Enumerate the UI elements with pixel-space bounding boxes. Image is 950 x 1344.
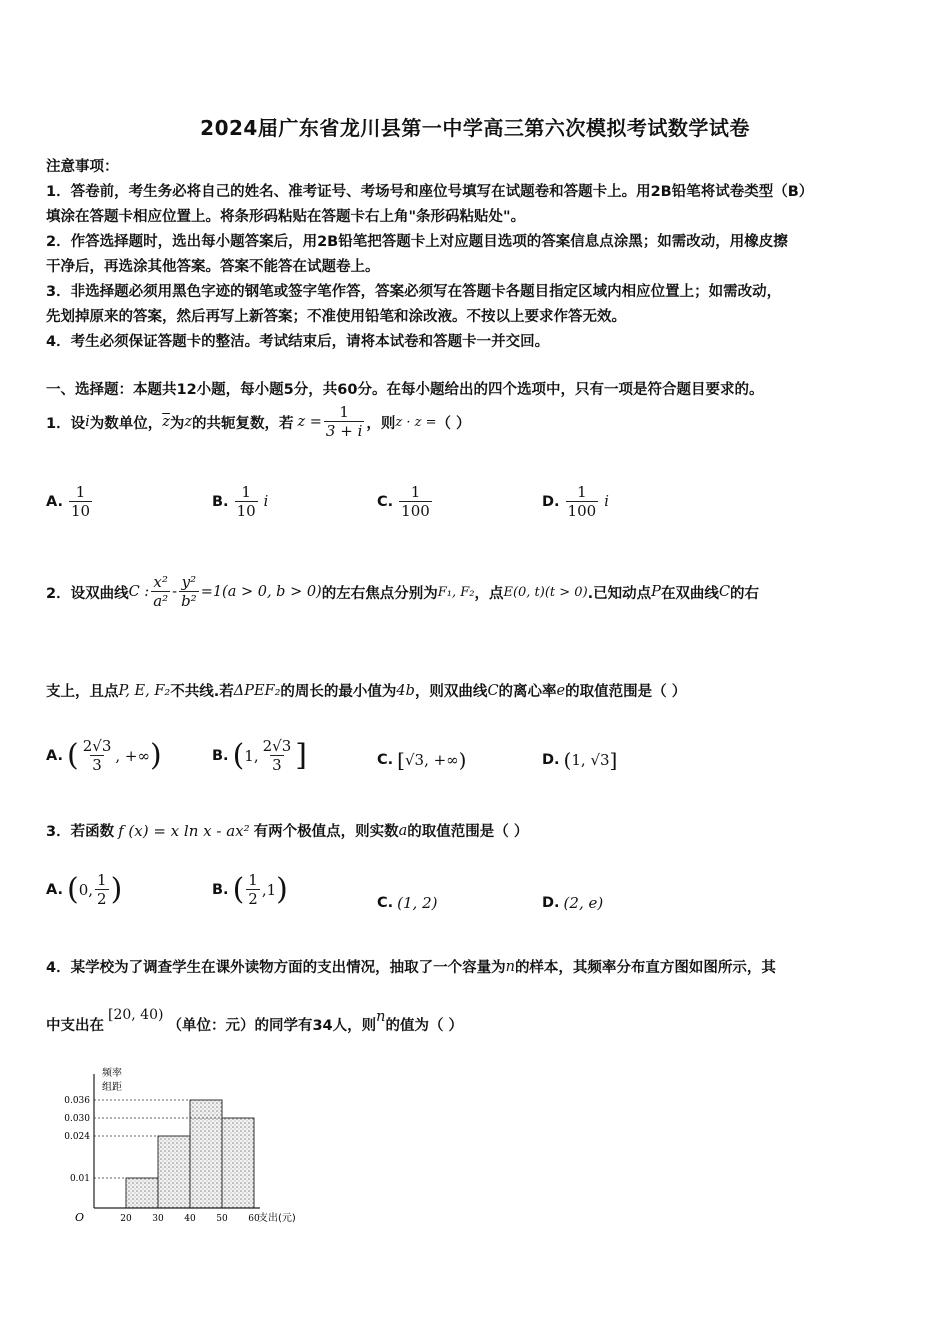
q1-var-i: i	[85, 414, 90, 430]
q2-text: 的取值范围是（ ）	[565, 684, 687, 700]
question-4	[46, 956, 776, 977]
q2-min-value: 4b	[396, 682, 415, 699]
q2-points: P, E, F₂	[118, 682, 171, 699]
q3-text: 的取值范围是（ ）	[407, 824, 529, 840]
q2-text: 的离心率	[498, 684, 557, 700]
den: 3	[272, 756, 282, 774]
option-letter: A.	[46, 748, 63, 764]
bracket: )	[458, 748, 467, 772]
q2-text: 支上，且点	[46, 684, 119, 700]
origin-label: O	[74, 1211, 84, 1224]
x-label: 支出(元)	[258, 1213, 296, 1224]
option-fraction	[399, 484, 432, 520]
q2-curve-name: C	[487, 682, 499, 699]
histogram-bar	[158, 1136, 190, 1208]
y-tick-label: 0.024	[64, 1132, 90, 1142]
option-suffix: i	[263, 494, 269, 510]
bracket: ]	[609, 748, 618, 772]
histogram-bars	[126, 1100, 254, 1208]
x-tick-label: 60	[248, 1214, 260, 1224]
y-tick-label: 0.030	[64, 1114, 90, 1124]
option-rest: √3, +∞	[404, 751, 459, 769]
q1-text: 的共轭复数，若	[192, 415, 294, 432]
q4-text: 中支出在	[46, 1018, 104, 1034]
bracket: )	[149, 738, 162, 773]
bracket: (	[67, 738, 79, 773]
notice-line: 先划掉原来的答案，然后再写上新答案；不准使用铅笔和涂改液。不按以上要求作答无效。	[46, 309, 626, 325]
bracket: )	[110, 872, 123, 907]
question-2	[46, 574, 759, 610]
den: 100	[567, 502, 597, 520]
section-heading: 一、选择题：本题共12小题，每小题5分，共60分。在每小题给出的四个选项中，只有一项是符合题目要求的。	[46, 382, 764, 398]
num: 1	[75, 483, 86, 501]
notice-line: 填涂在答题卡相应位置上。将条形码粘贴在答题卡右上角"条形码粘贴处"。	[46, 209, 526, 225]
option-fraction	[95, 872, 109, 908]
option-fraction	[566, 484, 599, 520]
q4-text: 4．某学校为了调查学生在课外读物方面的支出情况，抽取了一个容量为	[46, 960, 506, 976]
question-1	[46, 404, 471, 440]
den: 10	[71, 502, 91, 520]
bracket: (	[67, 872, 79, 907]
q4-text: 的值为（ ）	[385, 1018, 464, 1034]
q2-eccentricity: e	[556, 682, 566, 699]
option-letter: D.	[542, 494, 560, 510]
q1-text: 为	[169, 415, 185, 432]
bracket: ]	[295, 738, 307, 773]
bracket: [	[397, 748, 405, 772]
q2-text: 的左右焦点分别为	[321, 585, 438, 602]
option-pre: 1,	[244, 747, 259, 765]
q4-var-n: n	[376, 1008, 386, 1025]
bracket: )	[276, 872, 288, 907]
q3-function: f (x) = x ln x - ax²	[118, 821, 250, 840]
option-value	[233, 738, 307, 774]
num: y²	[181, 573, 197, 591]
q4-text: 的样本，其频率分布直方图如图所示，其	[514, 960, 776, 976]
option-value	[67, 872, 122, 908]
option-rest: 1, √3	[571, 751, 610, 769]
q4-var-n: n	[505, 958, 515, 975]
option-letter: D.	[542, 752, 560, 768]
option-pre: 0,	[78, 881, 94, 899]
histogram-bar	[126, 1178, 158, 1208]
q2-y-fraction	[179, 574, 199, 610]
num: 2√3	[82, 737, 112, 755]
num: 1	[97, 871, 107, 889]
q2-option-a[interactable]	[46, 738, 162, 774]
q3-option-a[interactable]	[46, 872, 122, 908]
option-letter: C.	[377, 494, 394, 510]
frequency-histogram	[48, 1066, 296, 1236]
option-letter: B.	[212, 748, 229, 764]
q1-text: ，则	[366, 415, 396, 432]
q2-option-c[interactable]	[377, 748, 466, 772]
q1-option-c[interactable]	[377, 484, 434, 520]
q3-text: 3．若函数	[46, 824, 115, 840]
q1-eq-lhs: z =	[297, 414, 322, 430]
option-letter: B.	[212, 882, 229, 898]
option-letter: D.	[542, 895, 560, 911]
histogram-bar	[190, 1100, 222, 1208]
q1-var-z: z	[184, 414, 193, 430]
q4-text: （单位：元）的同学有34人，则	[167, 1018, 377, 1034]
option-letter: B.	[212, 494, 229, 510]
q2-text: .已知动点	[587, 585, 652, 602]
q1-text: 为数单位，	[89, 415, 163, 432]
option-value: (2, e)	[563, 894, 604, 912]
y-tick-label: 0.01	[69, 1174, 90, 1184]
question-2-cont	[46, 680, 686, 701]
q3-var-a: a	[398, 822, 408, 839]
den: 2	[97, 890, 107, 908]
y-ticks	[64, 1096, 90, 1184]
q2-curve-name: C	[718, 584, 731, 600]
q1-eq-den: 3 + i	[325, 422, 363, 440]
option-value	[397, 748, 466, 772]
q4-interval: [20, 40)	[108, 1006, 164, 1023]
q1-text: （ ）	[436, 415, 471, 432]
q2-triangle: ΔPEF₂	[233, 682, 281, 699]
y-label-bottom: 组距	[102, 1082, 122, 1093]
num: 1	[241, 483, 251, 501]
x-tick-label: 30	[152, 1214, 164, 1224]
option-fraction	[261, 738, 294, 774]
notice-line: 干净后，再选涂其他答案。答案不能答在试题卷上。	[46, 259, 380, 275]
option-value: (1, 2)	[397, 894, 438, 912]
x-ticks	[120, 1214, 260, 1224]
q2-option-b[interactable]	[212, 738, 307, 774]
option-letter: A.	[46, 494, 63, 510]
bracket: (	[563, 748, 572, 772]
q1-option-b[interactable]	[212, 484, 268, 520]
den: b²	[181, 592, 197, 610]
y-tick-label: 0.036	[64, 1096, 90, 1106]
option-value	[67, 738, 162, 774]
notice-line: 4．考生必须保证答题卡的整洁。考试结束后，请将本试卷和答题卡一并交回。	[46, 334, 550, 350]
option-fraction	[235, 484, 258, 520]
q2-point-p: P	[651, 584, 661, 600]
option-rest: ,1	[261, 881, 277, 899]
q2-equation: =1(a > 0, b > 0)	[200, 584, 322, 600]
q2-text: 不共线.若	[170, 684, 234, 700]
q2-text: 的右	[730, 585, 760, 602]
num: 1	[577, 483, 587, 501]
num: 2√3	[262, 737, 292, 755]
q2-minus: -	[172, 584, 178, 600]
den: 3	[92, 756, 102, 774]
q2-text: 的周长的最小值为	[280, 684, 397, 700]
q1-option-d[interactable]	[542, 484, 609, 520]
y-label-top: 频率	[102, 1068, 122, 1079]
notice-line: 1．答卷前，考生务必将自己的姓名、准考证号、考场号和座位号填写在试题卷和答题卡上。用2B铅笔将试卷类型（B）	[46, 184, 814, 200]
option-fraction	[246, 872, 260, 908]
q1-product: z · z =	[395, 414, 437, 430]
q3-option-b[interactable]	[212, 872, 288, 908]
q2-option-d[interactable]	[542, 748, 617, 772]
option-letter: C.	[377, 752, 394, 768]
question-4-cont	[46, 1006, 464, 1035]
den: a²	[153, 592, 169, 610]
q2-point-e: E(0, t)(t > 0)	[503, 584, 588, 600]
question-3	[46, 820, 528, 841]
q2-foci: F₁, F₂	[437, 584, 475, 600]
num: 1	[410, 483, 421, 501]
x-tick-label: 40	[184, 1214, 196, 1224]
q1-var-zbar: $\overline{z}$	[162, 414, 170, 430]
option-value	[564, 748, 618, 772]
bracket: (	[232, 872, 245, 907]
q2-curve-name: C :	[128, 584, 150, 600]
x-tick-label: 20	[120, 1214, 132, 1224]
num: 1	[248, 871, 258, 889]
q2-text: ，点	[474, 585, 504, 602]
page-title: 2024届广东省龙川县第一中学高三第六次模拟考试数学试卷	[200, 116, 750, 140]
den: 2	[248, 890, 258, 908]
q1-eq-fraction	[324, 404, 364, 440]
option-rest: , +∞	[115, 747, 150, 765]
q1-text: 1．设	[46, 415, 86, 432]
option-letter: C.	[377, 895, 394, 911]
q3-text: 有两个极值点，则实数	[253, 824, 399, 840]
q2-text: 在双曲线	[660, 585, 719, 602]
option-letter: A.	[46, 882, 63, 898]
x-tick-label: 50	[216, 1214, 228, 1224]
histogram-bar	[222, 1118, 254, 1208]
q2-x-fraction	[151, 574, 170, 610]
q2-text: ，则双曲线	[414, 684, 488, 700]
q3-option-d[interactable]	[542, 894, 603, 912]
num: x²	[153, 573, 168, 591]
notice-line: 3．非选择题必须用黑色字迹的钢笔或签字笔作答，答案必须写在答题卡各题目指定区域内相应位置上；如需改动，	[46, 284, 782, 300]
option-suffix: i	[604, 494, 609, 510]
q1-eq-num: 1	[339, 403, 349, 421]
option-fraction	[69, 484, 92, 520]
option-value	[233, 872, 288, 908]
q1-option-a[interactable]	[46, 484, 94, 520]
den: 100	[401, 502, 430, 520]
bracket: (	[232, 738, 245, 773]
q3-option-c[interactable]	[377, 894, 437, 912]
option-fraction	[81, 738, 114, 774]
q2-text: 2．设双曲线	[46, 585, 129, 602]
notice-heading: 注意事项：	[46, 159, 119, 175]
den: 10	[236, 502, 256, 520]
notice-line: 2．作答选择题时，选出每小题答案后，用2B铅笔把答题卡上对应题目选项的答案信息点涂黑；如需改动，用橡皮擦	[46, 234, 788, 250]
